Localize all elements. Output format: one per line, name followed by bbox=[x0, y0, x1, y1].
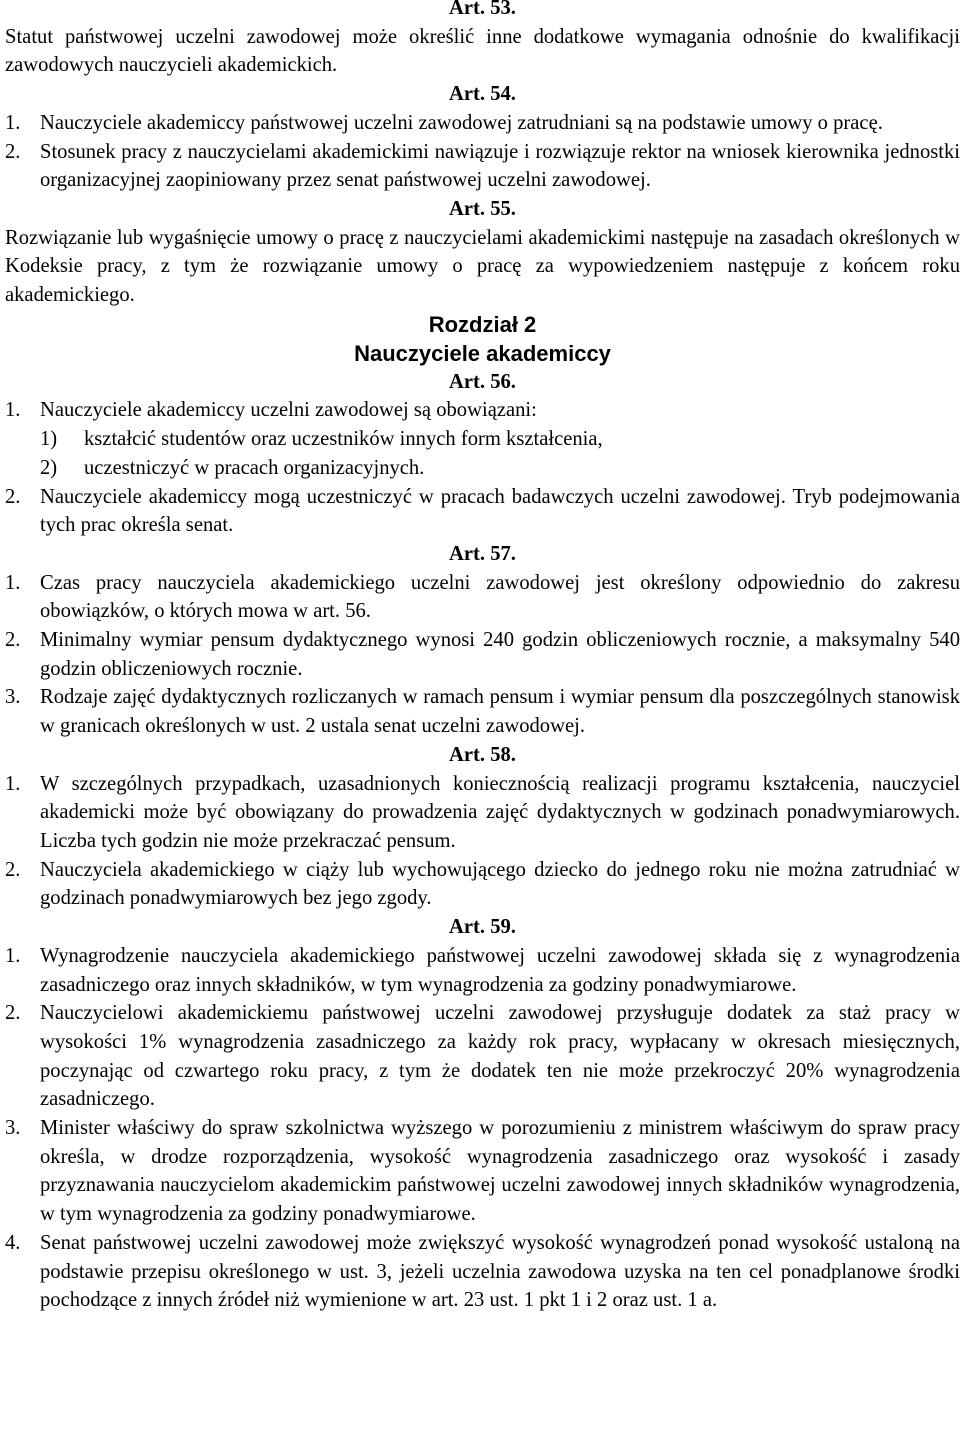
paragraph-text: Nauczyciele akademiccy państwowej uczelni zawodowej zatrudniani są na podstawie umowy o pracę. bbox=[40, 111, 883, 134]
paragraph bbox=[5, 396, 960, 425]
article-heading: Art. 58. bbox=[449, 743, 516, 766]
paragraph bbox=[5, 999, 960, 1114]
paragraph-text: Nauczyciele akademiccy uczelni zawodowej są obowiązani: bbox=[40, 399, 537, 422]
paragraph bbox=[5, 1114, 960, 1229]
paragraph bbox=[5, 138, 960, 195]
paragraph-text: Nauczyciele akademiccy mogą uczestniczyć w pracach badawczych uczelni zawodowej. Tryb podejmowania tych prac określa senat. bbox=[40, 485, 960, 537]
article-heading: Art. 56. bbox=[449, 370, 516, 393]
paragraph-text: Wynagrodzenie nauczyciela akademickiego państwowej uczelni zawodowej składa się z wynagrodzenia zasadniczego oraz innych składników, w tym wynagrodzenia za godziny ponadwymiarowe. bbox=[40, 944, 960, 996]
paragraph-text: Stosunek pracy z nauczycielami akademickimi nawiązuje i rozwiązuje rektor na wniosek kierownika jednostki organizacyjnej zaopiniowany przez senat państwowej uczelni zawodowej. bbox=[40, 140, 960, 192]
paragraph bbox=[5, 942, 960, 999]
point bbox=[5, 454, 960, 483]
paragraph bbox=[5, 626, 960, 683]
paragraph-number: 1. bbox=[5, 944, 21, 967]
paragraph-text: Nauczycielowi akademickiemu państwowej uczelni zawodowej przysługuje dodatek za staż pracy w wysokości 1% wynagrodzenia zasadniczego za każdy rok pracy, wypłacany w okresach miesięcznych, poczynając od czwartego roku pracy, z tym że dodatek ten nie może przekroczyć 20% wynagrodzenia zasadniczego. bbox=[40, 1002, 960, 1111]
paragraph-text: Minister właściwy do spraw szkolnictwa wyższego w porozumieniu z ministrem właściwym do spraw pracy określa, w drodze rozporządzenia, wysokość wynagrodzenia zasadniczego oraz wysokość i zasady przyznawania nauczycielom akademickim państwowej uczelni zawodowej innych składników wynagrodzenia, w tym wynagrodzenia za godziny ponadwymiarowe. bbox=[40, 1117, 960, 1226]
paragraph-number: 1. bbox=[5, 772, 21, 795]
point-text: uczestniczyć w pracach organizacyjnych. bbox=[84, 456, 425, 479]
point bbox=[5, 425, 960, 454]
paragraph bbox=[5, 1229, 960, 1315]
paragraph-text: Rodzaje zajęć dydaktycznych rozliczanych w ramach pensum i wymiar pensum dla poszczególnych stanowisk w granicach określonych w ust. 2 ustala senat uczelni zawodowej. bbox=[40, 686, 960, 738]
paragraph bbox=[5, 569, 960, 626]
paragraph-text: Nauczyciela akademickiego w ciąży lub wychowującego dziecko do jednego roku nie można zatrudniać w godzinach ponadwymiarowych bez jego zgody. bbox=[40, 858, 960, 910]
paragraph-text: Czas pracy nauczyciela akademickiego uczelni zawodowej jest określony odpowiednio do zakresu obowiązków, o których mowa w art. 56. bbox=[40, 571, 960, 623]
chapter-title: Nauczyciele akademiccy bbox=[354, 340, 611, 366]
point-number: 2) bbox=[40, 456, 58, 479]
paragraph bbox=[5, 483, 960, 540]
point-number: 1) bbox=[40, 428, 58, 451]
article-heading: Art. 57. bbox=[449, 542, 516, 565]
paragraph-number: 1. bbox=[5, 399, 21, 422]
paragraph-number: 2. bbox=[5, 858, 21, 881]
paragraph-number: 1. bbox=[5, 571, 21, 594]
paragraph-number: 2. bbox=[5, 140, 21, 163]
article-text: Statut państwowej uczelni zawodowej może określić inne dodatkowe wymagania odnośnie do kwalifikacji zawodowych nauczycieli akademickich. bbox=[5, 25, 960, 77]
point-text: kształcić studentów oraz uczestników innych form kształcenia, bbox=[84, 428, 603, 451]
article-heading: Art. 53. bbox=[449, 0, 516, 19]
paragraph bbox=[5, 770, 960, 856]
article-heading: Art. 54. bbox=[449, 83, 516, 106]
paragraph-number: 2. bbox=[5, 629, 21, 652]
paragraph-number: 3. bbox=[5, 1117, 21, 1140]
paragraph bbox=[5, 856, 960, 913]
paragraph bbox=[5, 683, 960, 740]
article-heading: Art. 55. bbox=[449, 197, 516, 220]
paragraph-text: Senat państwowej uczelni zawodowej może zwiększyć wysokość wynagrodzeń ponad wysokość ustaloną na podstawie przepisu określonego w ust. 3, jeżeli uczelnia zawodowa uzyska na ten cel ponadplanowe środki pochodzące z innych źródeł niż wymienione w art. 23 ust. 1 pkt 1 i 2 oraz ust. 1 a. bbox=[40, 1231, 960, 1312]
article-heading: Art. 59. bbox=[449, 916, 516, 939]
paragraph-text: Minimalny wymiar pensum dydaktycznego wynosi 240 godzin obliczeniowych rocznie, a maksymalny 540 godzin obliczeniowych rocznie. bbox=[40, 629, 960, 680]
paragraph-number: 2. bbox=[5, 1002, 21, 1025]
chapter-number: Rozdział 2 bbox=[428, 311, 537, 337]
paragraph-number: 4. bbox=[5, 1231, 21, 1254]
paragraph-number: 1. bbox=[5, 111, 21, 134]
paragraph-text: W szczególnych przypadkach, uzasadnionych koniecznością realizacji programu kształcenia, nauczyciel akademicki może być obowiązany do prowadzenia zajęć dydaktycznych w godzinach ponadwymiarowych. Liczba tych godzin nie może przekraczać pensum. bbox=[40, 772, 960, 852]
paragraph bbox=[5, 109, 960, 138]
paragraph-number: 2. bbox=[5, 485, 21, 508]
paragraph-number: 3. bbox=[5, 686, 21, 709]
article-text: Rozwiązanie lub wygaśnięcie umowy o pracę z nauczycielami akademickimi następuje na zasadach określonych w Kodeksie pracy, z tym że rozwiązanie umowy o pracę za wypowiedzeniem następuje z końcem roku akademickiego. bbox=[5, 226, 960, 307]
